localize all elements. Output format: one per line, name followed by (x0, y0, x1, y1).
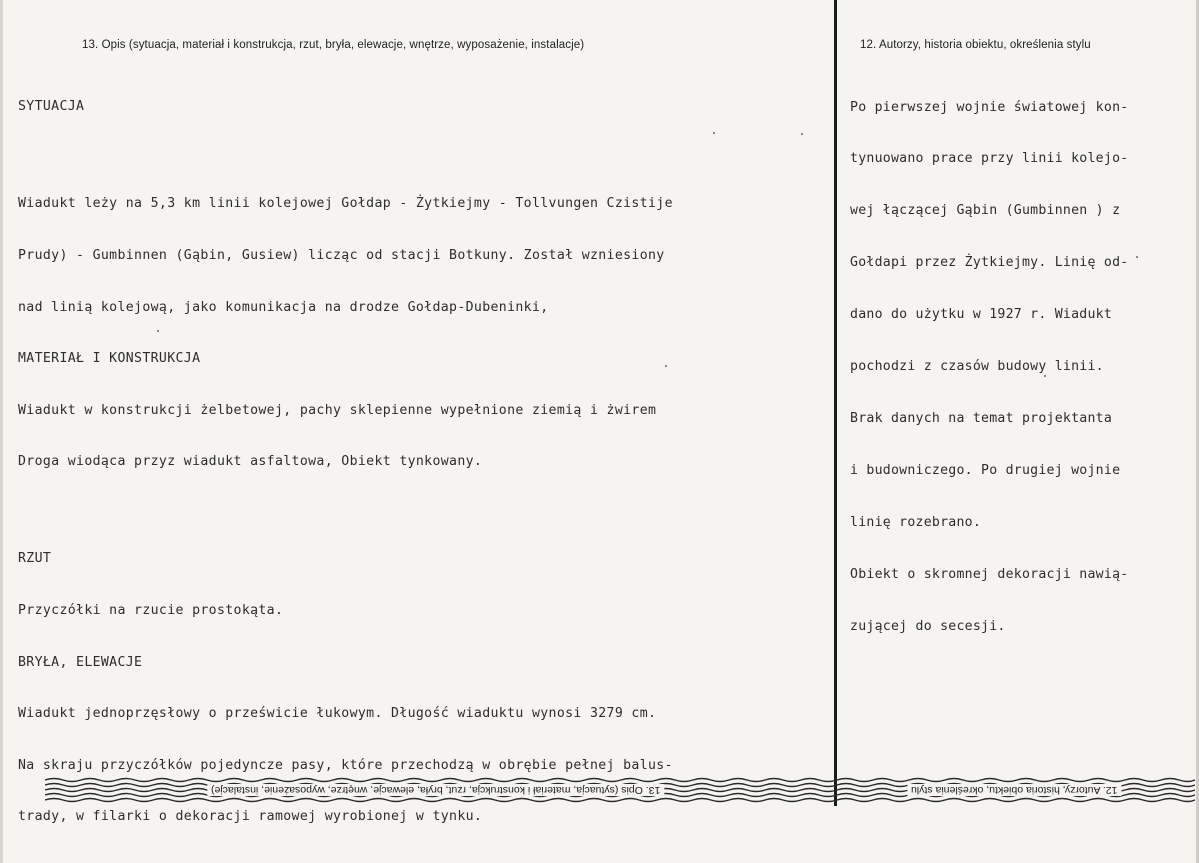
history-line: Po pierwszej wojnie światowej kon- (850, 99, 1129, 115)
history-line: linię rozebrano. (850, 514, 982, 530)
history-line: i budowniczego. Po drugiej wojnie (850, 462, 1121, 478)
footer-label-section-13: 13. Opis (sytuacja, materiał i konstrukcja, rzut, bryła, elewacje, wnętrze, wyposażenie, instalacje) (207, 784, 664, 796)
ink-speck (1044, 375, 1046, 377)
bryla-line: Na skraju przyczółków pojedyncze pasy, które przechodzą w obrębie pełnej balus- (18, 757, 673, 773)
history-column (850, 64, 1128, 669)
bryla-heading: BRYŁA, ELEWACJE (18, 654, 143, 670)
ink-speck (665, 365, 667, 367)
bryla-line: Wiadukt jednoprzęsłowy o prześwicie łukowym. Długość wiaduktu wynosi 3279 cm. (18, 706, 657, 722)
column-divider (834, 0, 837, 806)
sytuacja-line: Prudy) - Gumbinnen (Gąbin, Gusiew) licząc od stacji Botkuny. Został wzniesiony (18, 248, 665, 263)
history-line: tynuowano prace przy linii kolejo- (850, 151, 1129, 167)
rzut-line: Przyczółki na rzucie prostokąta. (18, 602, 284, 618)
ink-speck (157, 330, 159, 332)
sytuacja-heading: SYTUACJA (18, 99, 85, 115)
rzut-heading: RZUT (18, 551, 52, 567)
sytuacja-line: Wiadukt leży na 5,3 km linii kolejowej Gołdap - Żytkiejmy - Tollvungen Czistije (18, 196, 673, 212)
ink-speck (713, 132, 715, 134)
sytuacja-line: nad linią kolejową, jako komunikacja na drodze Gołdap-Dubeninki, (18, 299, 549, 315)
ink-speck (1136, 256, 1138, 258)
card-left-edge (0, 0, 3, 863)
section-13-heading: 13. Opis (sytuacja, materiał i konstrukcja, rzut, bryła, elewacje, wnętrze, wyposażenie, instalacje) (82, 39, 585, 51)
history-line: zującej do secesji. (850, 618, 1006, 634)
material-line: Droga wiodąca przyz wiadukt asfaltowa, Obiekt tynkowany. (18, 454, 483, 470)
history-line: dano do użytku w 1927 r. Wiadukt (850, 307, 1113, 323)
footer-wave-band (45, 775, 1195, 805)
material-line: Wiadukt w konstrukcji żelbetowej, pachy sklepienne wypełnione ziemią i żwirem (18, 402, 657, 418)
history-line: Obiekt o skromnej dekoracji nawią- (850, 566, 1129, 582)
footer-label-section-12: 12. Autorzy, historia obiektu, określenia stylu (907, 784, 1121, 796)
history-line: Gołdapi przez Żytkiejmy. Linię od- (850, 255, 1129, 271)
history-line: pochodzi z czasów budowy linii. (850, 359, 1104, 375)
bryla-line: trady, w filarki o dekoracji ramowej wyrobionej w tynku. (18, 809, 483, 825)
material-heading: MATERIAŁ I KONSTRUKCJA (18, 351, 201, 367)
description-column (18, 64, 673, 860)
section-12-heading: 12. Autorzy, historia obiektu, określenia stylu (860, 39, 1091, 51)
history-line: wej łączącej Gąbin (Gumbinnen ) z (850, 203, 1121, 219)
history-line: Brak danych na temat projektanta (850, 410, 1113, 426)
ink-speck (801, 133, 803, 135)
